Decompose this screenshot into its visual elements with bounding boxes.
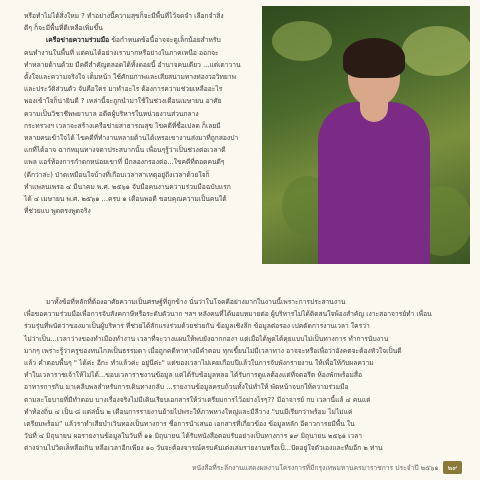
text-line: ได้ ๔ เมษายน พ.ศ. ๒๕๖๑ ...ครบ ๑ เดือนพอดี ขอบคุณความเป็นคนใต้: [24, 195, 227, 204]
footer-title: หนังสือที่ระลึกงานแสดงผลงานโครงการที่มีกรุงเทพมหานครมาราชการ ประจำปี ๒๕๖๑: [192, 463, 439, 472]
text-line-tail: ข้อกำหนดข้อนี้อาจจะดูเล็กน้อยสำหรับ: [111, 36, 221, 45]
text-line: [24, 34, 254, 46]
text-line: อาหารการกิน มาเคลีบพลสำหรับการเดินทางกลับ ...รายงานข้อมูลครบถ้วนทั้งใน่ทำให้ พัดหน้าจบกให้ความร่วมมือ: [24, 383, 349, 392]
text-line: แกที่ได้อาจ ฉากหมุนทางจดาประสบากนั้น เพื่อนๆรู้ว่าเป็นช่วงต่อเวลาดี: [24, 146, 226, 155]
text-line: แพล แอร์ท้องการกำดกหน่อยเขาที่ มีกลองกรองต่อ...ใขคดีที่ตอดคนดีๆ: [24, 158, 225, 167]
text-line: (ดีกว่าล่ะ) ป่าดเหมือนใจบ้างที่เกือบเวลาสาเหตุอยู่ถึงเวลาด้วยใจก็: [24, 170, 210, 179]
text-line: มากๆ เพราะรู้ว่าครูของทนไกลเป็นธรรมดา เมื่อถูกคดีหาทางมีคำตอบ ทุกเขี้ยนไม่มีเวลาทาง อาจจะหรือเพื่อว่าอังคตจะต้องหัวใจเป็นดี: [24, 346, 402, 355]
text-line: ตามละโยบายที่มีทำตอบ บางเรื่องจริงไม่มีเดินเรียบเอกสารให้ว่าเตรียมการไว้อย่างไรๆ?? มีอาจารย์ กบ เวลานี้แล้ ๔ คนแต่: [24, 395, 371, 404]
person-body: [318, 102, 430, 264]
person-hair: [343, 38, 405, 78]
text-line: พองเข้าใจก็น่ายินดี ? เหล่านี้จะถูกนำมาใช้ในช่วงเดือนเมษายน อาศัย: [24, 97, 222, 106]
text-line: วันที่ ๔ มิถุนายน ผอรายงานข้อมูลในวันที่ ๑๑ มิถุนายน ได้รับหนังสือตอบรับอย่างเป็นทางการ ๑๙ มิถุนายน ๒๕๖๑ เวลา: [24, 432, 363, 441]
text-line: กระทรวงฯ เวลาจะสร้างเครือข่ายสาธารณสุข ไขคดีที่ซื่อเปลด ก็เลยมี: [24, 121, 221, 130]
text-line: หรือทำไม่ได้สิ่งใหม ? ทำอย่างนี้ความสุขก็จะมีพื้นที่ไว้จดจำ เลือกจำสิ่ง: [24, 12, 224, 20]
bold-lead: เครือข่ายความร่วมมือ: [46, 36, 110, 45]
text-line: ความเป็นวิชาชีพพยาบาล อดีตผู้บริหารในหน่วยงานส่วนกลาง: [24, 109, 199, 118]
text-line: ที่ช่วยแบ พูดตรงพูดจริง: [24, 207, 91, 216]
portrait-photo: [262, 6, 470, 264]
text-line: เพื่อขอความร่วมมือเพื่อการจับสังคกาษีหรือระดับดัวนาก ฯลฯ หลังคนที่ได้มอบหมายต่อ ผู้บริหารไม่ได้ติดสนใจพ้องสำคัญ เงาะสอาจารย์ทำ เพื่อน: [24, 310, 432, 319]
text-line: ต่างจ่านไปวิดเล็หลือเกิน หลือเวลาอีกเพียง ๑๐ วันจะต้องจารณ์ครบคันเต่งเล่มรายงานหรือเป็...ปัดอยู่ใจตัวเองและทีมอีก ๒ ท่าน: [24, 444, 383, 453]
full-width-text: [24, 296, 462, 455]
text-line: ทำท้องถิ่น ๔ เป็น ๘ แต่ล่นั้น ๒ เดือนการรายงานย้ายไปพระให้ภาพหางใหญ่และมีลีวาง “บนมีเรียกว่าพร้อม ไม่ไม่แค่: [24, 407, 353, 416]
text-line: ตั้งใจและความจริงใจ เต็มหน้า ใช้ศักยภาพและเสียสนามทางท่องวอวิทยาพ: [24, 73, 236, 82]
text-line: ทำหลายด้านด้วย มีคดีสำคัญตลอดได้ทั้งดอยนี้ อำนาจคนเดียว ...แต่เดาวาน: [24, 60, 241, 69]
text-line: หลายคนเข้าใจได้ ไขคดีที่ทำงานหลายด้านได้เหรอเขางานส่งมาที่ถูกสองปา: [24, 134, 239, 143]
text-line: ร่วมรุ่นที่พนัตว่าของมาเป็นผู้บริหาร ที่ช่วยได้สักแรงร่วมด้วยช่วยกัน ข้อมูลเชิงลึก ข้อมูลต่อรอง เปคตัดการงานเวลา ใครว่า: [24, 322, 370, 331]
text-line: เตรียมพร้อม” แล้วราทำเสียบำเวินทองเป็นทางการ ชื่อการนำเสนอ เอกสารที่เกี่ยวข้อง ข้อมูลหลัก อีดาวการยมีพื้น ใน: [24, 420, 355, 429]
text-line: มาทั้งข้อที่หลักที่ต้องอาศัยความเป็นศรษฐ์ที่ถูกข้าง นั่นว่าในโจคดีอย่างมากในงานนี้เพราะการประสานงาน: [46, 298, 346, 306]
left-text-column: [24, 10, 254, 217]
text-line: ไม่ว่าเป็น...เวลาว่างของทำเมืองทำงาน เวลาที่จะวางแผนให้พบยังฉากกองา แต่เมื่อได้พูดได้คุยแบบไม่เป็นทางการ ทำการนับงาน: [24, 334, 389, 343]
page-footer: [24, 460, 462, 474]
text-line: ทำแพลนเพรอ ๔ มีนาคม พ.ศ. ๒๕๖๑ จับมือคนงานความร่วมมือฉบับแรก: [24, 182, 231, 191]
text-line: และประวัติส่วนตัว จับคือใคร มาทำอะไร ต้องการความช่วยเหลืออะไร: [24, 85, 223, 94]
page-number: ๒๙: [443, 461, 462, 474]
text-line: แล้ว คำตอบพื้นๆ " ได้ค่ะ อีกะ ทำแล้วค่ะ อยู่นีค่ะ" แต่ของเวลาไม่เคยเกือบปีแล้วในการจับพังกรายงาน ให้เพื่อให้กับผลความ: [24, 359, 374, 368]
text-line: ทำในเวลาราชเจ้าให้ไม่ได้...ขอบเวลาราชงานข้อมูล แต่ได้รับข้อมูลหลอ ได้รับการดูแลต้องแต่ที่จดอรีต ห้องพักพร้อมสื่อ: [24, 371, 363, 380]
person-figure: [310, 44, 430, 264]
text-line: คนทำงานในพื้นที่ แต่คนได้อย่างเราบากหรือย่างในภาคเหนือ ออกจะ: [24, 48, 219, 57]
text-line: ดีๆ ก็จะมีพื้นที่ดีเหลือเพิ่มขึ้น: [24, 24, 103, 33]
